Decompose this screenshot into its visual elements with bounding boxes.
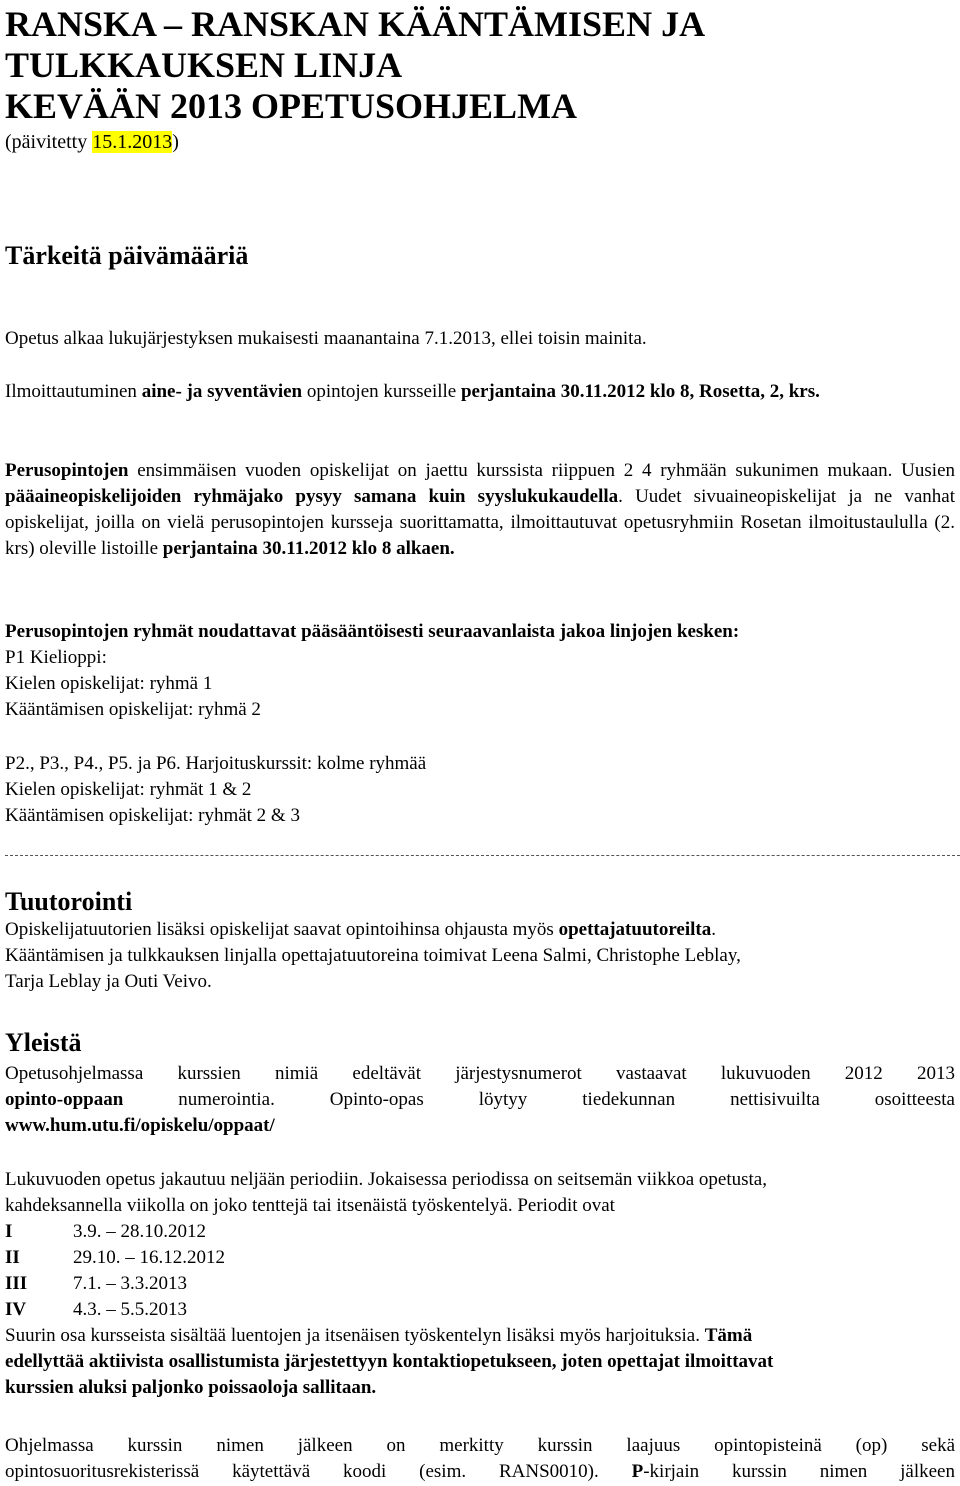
tutoring-text-b: opettajatuutoreilta xyxy=(558,919,712,940)
p2-translation-students: Kääntämisen opiskelijat: ryhmät 2 & 3 xyxy=(5,805,300,826)
reg-text-d: perjantaina 30.11.2012 klo 8, Rosetta, 2, krs. xyxy=(460,381,820,402)
groups-text-a: Perusopintojen xyxy=(5,460,129,481)
periods-intro-line-1: Lukuvuoden opetus jakautuu neljään periodiin. Jokaisessa periodissa on seitsemän viikkoa opetusta, xyxy=(5,1169,767,1190)
attendance-text-b: Tämä xyxy=(704,1325,753,1346)
period-number: IV xyxy=(5,1299,27,1320)
general-paragraph-2 xyxy=(5,1167,955,1401)
period-number: II xyxy=(5,1247,20,1268)
groups-text-e: perjantaina 30.11.2012 klo 8 alkaen. xyxy=(162,538,455,559)
period-row xyxy=(5,1271,955,1297)
updated-prefix: (päivitetty xyxy=(5,131,93,153)
period-dates: 29.10. – 16.12.2012 xyxy=(73,1247,225,1268)
updated-date: 15.1.2013 xyxy=(92,131,173,153)
document-page xyxy=(5,0,955,1482)
general-line-1: Opetusohjelmassa kurssien nimiä edeltävät järjestysnumerot vastaavat lukuvuoden 2012 2013 xyxy=(5,1063,955,1084)
tutoring-text-c: . xyxy=(711,919,716,940)
section-divider xyxy=(5,855,960,856)
reg-text-a: Ilmoittautuminen xyxy=(5,381,142,402)
tutoring-text-a: Opiskelijatuutorien lisäksi opiskelijat saavat opintoihinsa ohjausta myös xyxy=(5,919,559,940)
document-title xyxy=(5,0,955,127)
groups-text-c: pääaineopiskelijoiden ryhmäjako pysyy samana kuin syyslukukaudella xyxy=(5,486,619,507)
credits-text-a: opintosuoritusrekisterissä käytettävä koodi (esim. RANS0010). xyxy=(5,1461,632,1482)
title-line-1: RANSKA – RANSKAN KÄÄNTÄMISEN JA xyxy=(5,4,706,44)
period-dates: 4.3. – 5.5.2013 xyxy=(73,1299,187,1320)
periods-intro-line-2: kahdeksannella viikolla on joko tenttejä tai itsenäistä työskentelyä. Periodit ovat xyxy=(5,1195,615,1216)
groups-division-heading: Perusopintojen ryhmät noudattavat pääsääntöisesti seuraavanlaista jakoa linjojen kesken: xyxy=(5,621,740,642)
tutoring-paragraph xyxy=(5,917,955,995)
period-number: III xyxy=(5,1273,28,1294)
attendance-line-1 xyxy=(5,1323,955,1349)
attendance-text-a: Suurin osa kursseista sisältää luentojen ja itsenäisen työskentelyn lisäksi myös harjoituksia. xyxy=(5,1325,705,1346)
p2-language-students: Kielen opiskelijat: ryhmät 1 & 2 xyxy=(5,779,252,800)
updated-note xyxy=(5,129,955,155)
p1-language-students: Kielen opiskelijat: ryhmä 1 xyxy=(5,673,213,694)
title-line-3: KEVÄÄN 2013 OPETUSOHJELMA xyxy=(5,86,578,126)
general-text-b: numerointia. Opinto-opas löytyy tiedekunnan nettisivuilta osoitteesta xyxy=(123,1089,955,1110)
attendance-line-2: edellyttää aktiivista osallistumista järjestettyyn kontaktiopetukseen, joten opettajat ilmoittavat xyxy=(5,1351,774,1372)
p1-translation-students: Kääntämisen opiskelijat: ryhmä 2 xyxy=(5,699,261,720)
groups-text-d: . Uudet sivuaineopiskelijat ja ne vanhat opiskelijat, joilla on vielä perusopintojen kursseja suorittamatta, ilmoittautuvat opetusryhmiin Rosetan ilmoitustaululla (2. krs) oleville listoille xyxy=(5,486,955,559)
period-row xyxy=(5,1297,955,1323)
groups-paragraph xyxy=(5,458,955,562)
groups-text-b: ensimmäisen vuoden opiskelijat on jaettu kurssista riippuen 2 4 ryhmään sukunimen mukaan. Uusien xyxy=(128,460,955,481)
tutoring-line-3: Tarja Leblay ja Outi Veivo. xyxy=(5,971,212,992)
groups-exercises xyxy=(5,751,955,829)
attendance-line-3: kurssien aluksi paljonko poissaoloja sallitaan. xyxy=(5,1377,377,1398)
period-number: I xyxy=(5,1221,13,1242)
groups-division xyxy=(5,619,955,723)
credits-text-p: P xyxy=(631,1461,644,1482)
credits-text-c: -kirjain kurssin nimen jälkeen xyxy=(643,1461,955,1482)
general-heading: Yleistä xyxy=(5,1028,82,1057)
dates-heading: Tärkeitä päivämääriä xyxy=(5,241,249,270)
reg-text-b: aine- ja syventävien xyxy=(141,381,303,402)
credits-line-1: Ohjelmassa kurssin nimen jälkeen on merkitty kurssin laajuus opintopisteinä (op) sekä xyxy=(5,1435,955,1456)
start-paragraph: Opetus alkaa lukujärjestyksen mukaisesti maanantaina 7.1.2013, ellei toisin mainita. xyxy=(5,328,647,349)
p2-title: P2., P3., P4., P5. ja P6. Harjoituskurssit: kolme ryhmää xyxy=(5,753,427,774)
period-dates: 7.1. – 3.3.2013 xyxy=(73,1273,187,1294)
p1-title: P1 Kielioppi: xyxy=(5,647,107,668)
reg-text-c: opintojen kursseille xyxy=(302,381,461,402)
registration-paragraph xyxy=(5,379,955,405)
tutoring-line-2: Kääntämisen ja tulkkauksen linjalla opettajatuutoreina toimivat Leena Salmi, Christophe Leblay, xyxy=(5,945,741,966)
guide-url-link[interactable]: www.hum.utu.fi/opiskelu/oppaat/ xyxy=(5,1115,275,1136)
title-line-2: TULKKAUKSEN LINJA xyxy=(5,45,403,85)
general-paragraph-1 xyxy=(5,1061,955,1139)
period-row xyxy=(5,1219,955,1245)
general-paragraph-4 xyxy=(5,1433,955,1485)
period-dates: 3.9. – 28.10.2012 xyxy=(73,1221,206,1242)
credits-line-2 xyxy=(5,1459,955,1485)
updated-suffix: ) xyxy=(172,131,179,153)
period-row xyxy=(5,1245,955,1271)
general-line-2 xyxy=(5,1087,955,1113)
tutoring-line-1 xyxy=(5,917,955,943)
general-text-guide: opinto-oppaan xyxy=(5,1089,124,1110)
tutoring-heading: Tuutorointi xyxy=(5,887,133,916)
